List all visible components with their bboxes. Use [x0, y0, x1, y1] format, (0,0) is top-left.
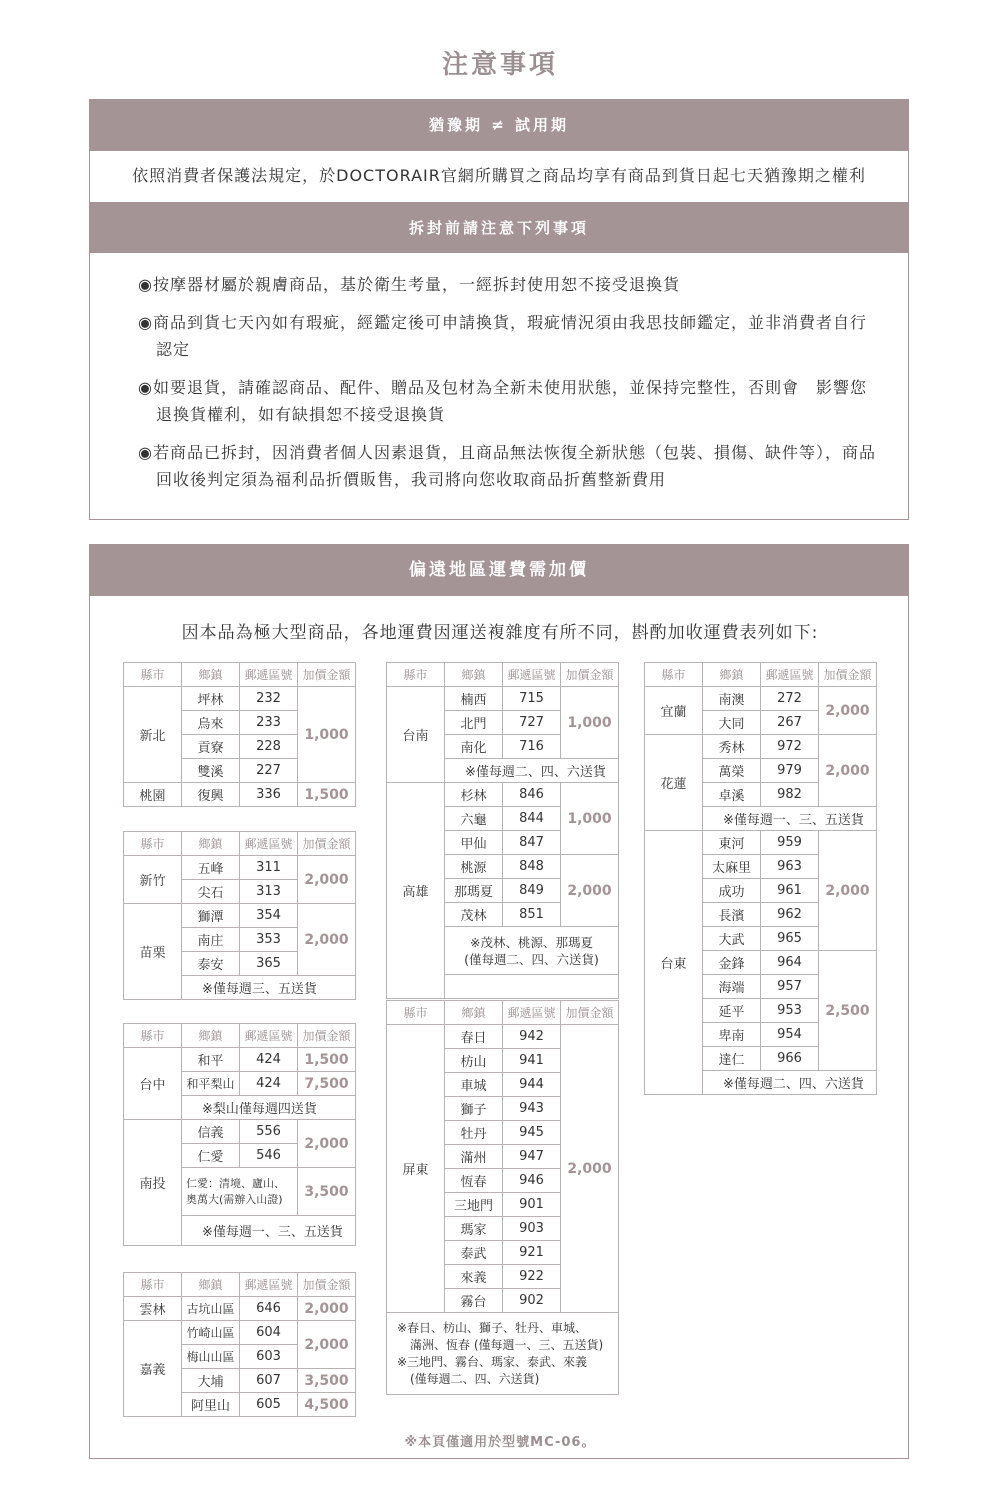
table-row	[124, 1120, 356, 1144]
zip-cell: 947	[503, 1145, 561, 1169]
town-cell: 和平	[182, 1048, 240, 1072]
town-cell: 東河	[703, 831, 761, 855]
zip-cell: 921	[503, 1241, 561, 1265]
col-zip: 郵遞區號	[240, 663, 298, 687]
price-cell: 2,000	[298, 1120, 356, 1168]
zip-cell: 941	[503, 1049, 561, 1073]
col-price: 加價金額	[298, 663, 356, 687]
zip-cell: 979	[761, 759, 819, 783]
town-cell: 和平梨山	[182, 1072, 240, 1096]
price-cell: 2,000	[819, 831, 877, 951]
price-cell: 4,500	[298, 1393, 356, 1417]
col-town: 鄉鎮	[182, 663, 240, 687]
price-cell: 2,000	[561, 855, 619, 927]
zip-cell: 922	[503, 1265, 561, 1289]
zip-cell: 903	[503, 1217, 561, 1241]
county-cell: 台中	[124, 1048, 182, 1120]
table-pingtung	[386, 1000, 619, 1395]
col-town: 鄉鎮	[182, 1273, 240, 1297]
zip-cell: 311	[240, 856, 298, 880]
col-county: 縣市	[124, 832, 182, 856]
col-town: 鄉鎮	[445, 663, 503, 687]
zip-cell: 957	[761, 975, 819, 999]
price-cell: 3,500	[298, 1369, 356, 1393]
town-cell: 茂林	[445, 903, 503, 927]
price-cell: 2,000	[561, 1025, 619, 1313]
page-title: 注意事項	[441, 50, 558, 80]
county-cell: 雲林	[124, 1297, 182, 1321]
shipping-intro: 因本品為極大型商品，各地運費因運送複雜度有所不同，斟酌加收運費表列如下:	[181, 623, 819, 643]
town-cell: 海端	[703, 975, 761, 999]
town-cell: 泰安	[182, 952, 240, 976]
table-row	[124, 783, 356, 807]
table-row	[387, 1313, 619, 1395]
table-row	[645, 735, 877, 759]
delivery-note	[387, 1313, 619, 1395]
town-cell: 竹崎山區	[182, 1321, 240, 1345]
table-row	[387, 1025, 619, 1049]
town-cell: 復興	[182, 783, 240, 807]
town-cell: 泰武	[445, 1241, 503, 1265]
zip-cell: 272	[761, 687, 819, 711]
town-cell: 獅潭	[182, 904, 240, 928]
county-cell: 宜蘭	[645, 687, 703, 735]
table-header-row	[124, 663, 356, 687]
town-cell: 烏來	[182, 711, 240, 735]
delivery-note: ※僅每週三、五送貨	[182, 976, 356, 1000]
table-row	[387, 687, 619, 711]
table-xinbei-taoyuan	[123, 662, 356, 807]
table-row	[645, 687, 877, 711]
county-cell: 台南	[387, 687, 445, 783]
zip-cell: 715	[503, 687, 561, 711]
town-cell: 貢寮	[182, 735, 240, 759]
table-taichung-nantou	[123, 1023, 356, 1246]
zip-cell: 336	[240, 783, 298, 807]
rule-item: ◉如要退貨，請確認商品、配件、贈品及包材為全新未使用狀態，並保持完整性，否則會 影響您退換貨權利，如有缺損恕不接受退換貨	[138, 378, 867, 424]
town-cell: 長濱	[703, 903, 761, 927]
table-header-row	[124, 832, 356, 856]
delivery-note-line: (僅每週二、四、六送貨)	[464, 951, 599, 967]
col-price: 加價金額	[298, 1273, 356, 1297]
zip-cell: 963	[761, 855, 819, 879]
price-cell: 1,000	[298, 687, 356, 783]
table-header-row	[124, 1024, 356, 1048]
town-cell: 五峰	[182, 856, 240, 880]
zip-cell: 946	[503, 1169, 561, 1193]
county-cell: 嘉義	[124, 1321, 182, 1417]
price-cell: 2,000	[298, 856, 356, 904]
town-cell: 霧台	[445, 1289, 503, 1313]
zip-cell: 232	[240, 687, 298, 711]
col-zip: 郵遞區號	[761, 663, 819, 687]
town-cell: 阿里山	[182, 1393, 240, 1417]
town-cell: 那瑪夏	[445, 879, 503, 903]
town-cell: 卑南	[703, 1023, 761, 1047]
town-cell: 仁愛	[182, 1144, 240, 1168]
town-cell: 獅子	[445, 1097, 503, 1121]
town-cell: 萬榮	[703, 759, 761, 783]
table-header-row	[387, 663, 619, 687]
town-cell: 滿州	[445, 1145, 503, 1169]
col-county: 縣市	[124, 1273, 182, 1297]
zip-cell: 227	[240, 759, 298, 783]
table-row	[124, 1321, 356, 1345]
zip-cell: 945	[503, 1121, 561, 1145]
table-row	[124, 1297, 356, 1321]
county-cell: 花蓮	[645, 735, 703, 831]
zip-cell: 603	[240, 1345, 298, 1369]
table-row	[387, 783, 619, 807]
town-cell: 大埔	[182, 1369, 240, 1393]
table-tainan-kaohsiung	[386, 662, 619, 999]
town-cell: 梅山山區	[182, 1345, 240, 1369]
county-cell: 新北	[124, 687, 182, 783]
zip-cell: 313	[240, 880, 298, 904]
town-cell: 桃源	[445, 855, 503, 879]
town-cell: 大武	[703, 927, 761, 951]
price-cell: 2,000	[298, 904, 356, 976]
town-cell: 車城	[445, 1073, 503, 1097]
remote-area-header: 偏遠地區運費需加價	[90, 545, 908, 596]
table-row	[124, 687, 356, 711]
col-price: 加價金額	[298, 1024, 356, 1048]
county-cell: 台東	[645, 831, 703, 1095]
delivery-note-line: ※春日、枋山、獅子、牡丹、車城、	[397, 1320, 588, 1335]
table-row	[124, 1048, 356, 1072]
zip-cell: 354	[240, 904, 298, 928]
zip-cell: 959	[761, 831, 819, 855]
county-cell: 屏東	[387, 1025, 445, 1313]
zip-cell: 233	[240, 711, 298, 735]
town-cell: 秀林	[703, 735, 761, 759]
town-cell: 卓溪	[703, 783, 761, 807]
town-cell: 延平	[703, 999, 761, 1023]
price-cell: 1,500	[298, 1048, 356, 1072]
zip-cell: 961	[761, 879, 819, 903]
town-cell: 信義	[182, 1120, 240, 1144]
col-town: 鄉鎮	[703, 663, 761, 687]
town-cell: 北門	[445, 711, 503, 735]
table-row	[645, 831, 877, 855]
price-cell: 2,000	[298, 1321, 356, 1369]
zip-cell: 943	[503, 1097, 561, 1121]
zip-cell: 546	[240, 1144, 298, 1168]
table-hsinchu-miaoli	[123, 831, 356, 1000]
zip-cell: 353	[240, 928, 298, 952]
town-cell: 杉林	[445, 783, 503, 807]
zip-cell: 902	[503, 1289, 561, 1313]
county-cell: 桃園	[124, 783, 182, 807]
zip-cell: 944	[503, 1073, 561, 1097]
col-zip: 郵遞區號	[240, 1024, 298, 1048]
table-yunlin-chiayi	[123, 1272, 356, 1417]
price-cell: 7,500	[298, 1072, 356, 1096]
town-cell: 尖石	[182, 880, 240, 904]
zip-cell: 942	[503, 1025, 561, 1049]
town-cell: 恆春	[445, 1169, 503, 1193]
spacer-cell	[445, 975, 619, 999]
col-town: 鄉鎮	[445, 1001, 503, 1025]
town-cell: 枋山	[445, 1049, 503, 1073]
town-cell: 金鋒	[703, 951, 761, 975]
col-price: 加價金額	[819, 663, 877, 687]
delivery-note-line: ※茂林、桃源、那瑪夏	[470, 934, 593, 950]
delivery-note-line: 滿洲、恆春 (僅每週一、三、五送貨)	[410, 1337, 604, 1352]
zip-cell: 556	[240, 1120, 298, 1144]
price-cell: 2,000	[819, 687, 877, 735]
col-price: 加價金額	[298, 832, 356, 856]
delivery-note-line: (僅每週二、四、六送貨)	[410, 1371, 540, 1386]
consumer-law-text: 依照消費者保護法規定，於DOCTORAIR官網所購買之商品均享有商品到貨日起七天猶豫期之權利	[90, 151, 908, 203]
town-cell: 南庄	[182, 928, 240, 952]
cooling-off-header: 猶豫期 ≠ 試用期	[90, 100, 908, 151]
table-row	[124, 856, 356, 880]
col-county: 縣市	[645, 663, 703, 687]
price-cell: 2,000	[298, 1297, 356, 1321]
zip-cell: 604	[240, 1321, 298, 1345]
zip-cell: 605	[240, 1393, 298, 1417]
town-cell: 太麻里	[703, 855, 761, 879]
table-header-row	[645, 663, 877, 687]
col-price: 加價金額	[561, 663, 619, 687]
zip-cell: 848	[503, 855, 561, 879]
town-cell: 甲仙	[445, 831, 503, 855]
col-county: 縣市	[387, 663, 445, 687]
county-cell: 新竹	[124, 856, 182, 904]
col-zip: 郵遞區號	[240, 832, 298, 856]
special-area-line: 奧萬大(需辦入山證)	[186, 1192, 283, 1206]
zip-cell: 365	[240, 952, 298, 976]
town-cell: 春日	[445, 1025, 503, 1049]
county-cell: 苗栗	[124, 904, 182, 1000]
table-row	[124, 904, 356, 928]
shipping-box	[89, 544, 909, 1459]
zip-cell: 966	[761, 1047, 819, 1071]
col-zip: 郵遞區號	[503, 663, 561, 687]
zip-cell: 965	[761, 927, 819, 951]
col-town: 鄉鎮	[182, 832, 240, 856]
table-header-row	[387, 1001, 619, 1025]
delivery-note: ※僅每週一、三、五送貨	[182, 1216, 356, 1246]
town-cell: 南澳	[703, 687, 761, 711]
before-unpacking-header: 拆封前請注意下列事項	[90, 203, 908, 253]
town-cell: 楠西	[445, 687, 503, 711]
town-cell: 坪林	[182, 687, 240, 711]
delivery-note: ※僅每週一、三、五送貨	[703, 807, 877, 831]
town-cell: 成功	[703, 879, 761, 903]
delivery-note	[445, 927, 619, 975]
rule-item: ◉商品到貨七天內如有瑕疵，經鑑定後可申請換貨，瑕疵情況須由我思技師鑑定，並非消費者自行認定	[138, 313, 867, 359]
delivery-note: ※梨山僅每週四送貨	[182, 1096, 356, 1120]
county-cell: 高雄	[387, 783, 445, 999]
zip-cell: 849	[503, 879, 561, 903]
rule-item: ◉若商品已拆封，因消費者個人因素退貨，且商品無法恢復全新狀態（包裝、損傷、缺件等），商品回收後判定須為福利品折價販售，我司將向您收取商品折舊整新費用	[138, 443, 876, 489]
col-zip: 郵遞區號	[240, 1273, 298, 1297]
rule-item: ◉按摩器材屬於親膚商品，基於衛生考量，一經拆封使用恕不接受退換貨	[138, 275, 680, 294]
zip-cell: 954	[761, 1023, 819, 1047]
delivery-note-line: ※三地門、霧台、瑪家、泰武、來義	[397, 1354, 588, 1369]
zip-cell: 982	[761, 783, 819, 807]
zip-cell: 964	[761, 951, 819, 975]
town-cell: 牡丹	[445, 1121, 503, 1145]
col-county: 縣市	[124, 1024, 182, 1048]
zip-cell: 972	[761, 735, 819, 759]
special-area-note	[182, 1168, 298, 1216]
table-east	[644, 662, 877, 1095]
col-county: 縣市	[124, 663, 182, 687]
rules-list	[90, 253, 908, 493]
price-cell: 2,000	[819, 735, 877, 807]
price-cell: 1,500	[298, 783, 356, 807]
town-cell: 三地門	[445, 1193, 503, 1217]
delivery-note: ※僅每週二、四、六送貨	[703, 1071, 877, 1095]
special-area-line: 仁愛：清境、廬山、	[186, 1176, 285, 1190]
col-price: 加價金額	[561, 1001, 619, 1025]
zip-cell: 851	[503, 903, 561, 927]
zip-cell: 424	[240, 1048, 298, 1072]
zip-cell: 267	[761, 711, 819, 735]
zip-cell: 844	[503, 807, 561, 831]
table-header-row	[124, 1273, 356, 1297]
model-footnote: ※本頁僅適用於型號MC-06。	[404, 1435, 596, 1450]
zip-cell: 847	[503, 831, 561, 855]
price-cell: 1,000	[561, 687, 619, 759]
price-cell: 3,500	[298, 1168, 356, 1216]
price-cell: 2,500	[819, 951, 877, 1071]
col-zip: 郵遞區號	[503, 1001, 561, 1025]
town-cell: 六龜	[445, 807, 503, 831]
zip-cell: 962	[761, 903, 819, 927]
town-cell: 瑪家	[445, 1217, 503, 1241]
town-cell: 來義	[445, 1265, 503, 1289]
zip-cell: 424	[240, 1072, 298, 1096]
town-cell: 古坑山區	[182, 1297, 240, 1321]
zip-cell: 901	[503, 1193, 561, 1217]
zip-cell: 646	[240, 1297, 298, 1321]
town-cell: 達仁	[703, 1047, 761, 1071]
town-cell: 雙溪	[182, 759, 240, 783]
zip-cell: 727	[503, 711, 561, 735]
zip-cell: 716	[503, 735, 561, 759]
county-cell: 南投	[124, 1120, 182, 1246]
zip-cell: 846	[503, 783, 561, 807]
delivery-note: ※僅每週二、四、六送貨	[445, 759, 619, 783]
town-cell: 大同	[703, 711, 761, 735]
town-cell: 南化	[445, 735, 503, 759]
notice-box	[89, 99, 909, 520]
col-town: 鄉鎮	[182, 1024, 240, 1048]
zip-cell: 953	[761, 999, 819, 1023]
zip-cell: 228	[240, 735, 298, 759]
zip-cell: 607	[240, 1369, 298, 1393]
price-cell: 1,000	[561, 783, 619, 855]
col-county: 縣市	[387, 1001, 445, 1025]
